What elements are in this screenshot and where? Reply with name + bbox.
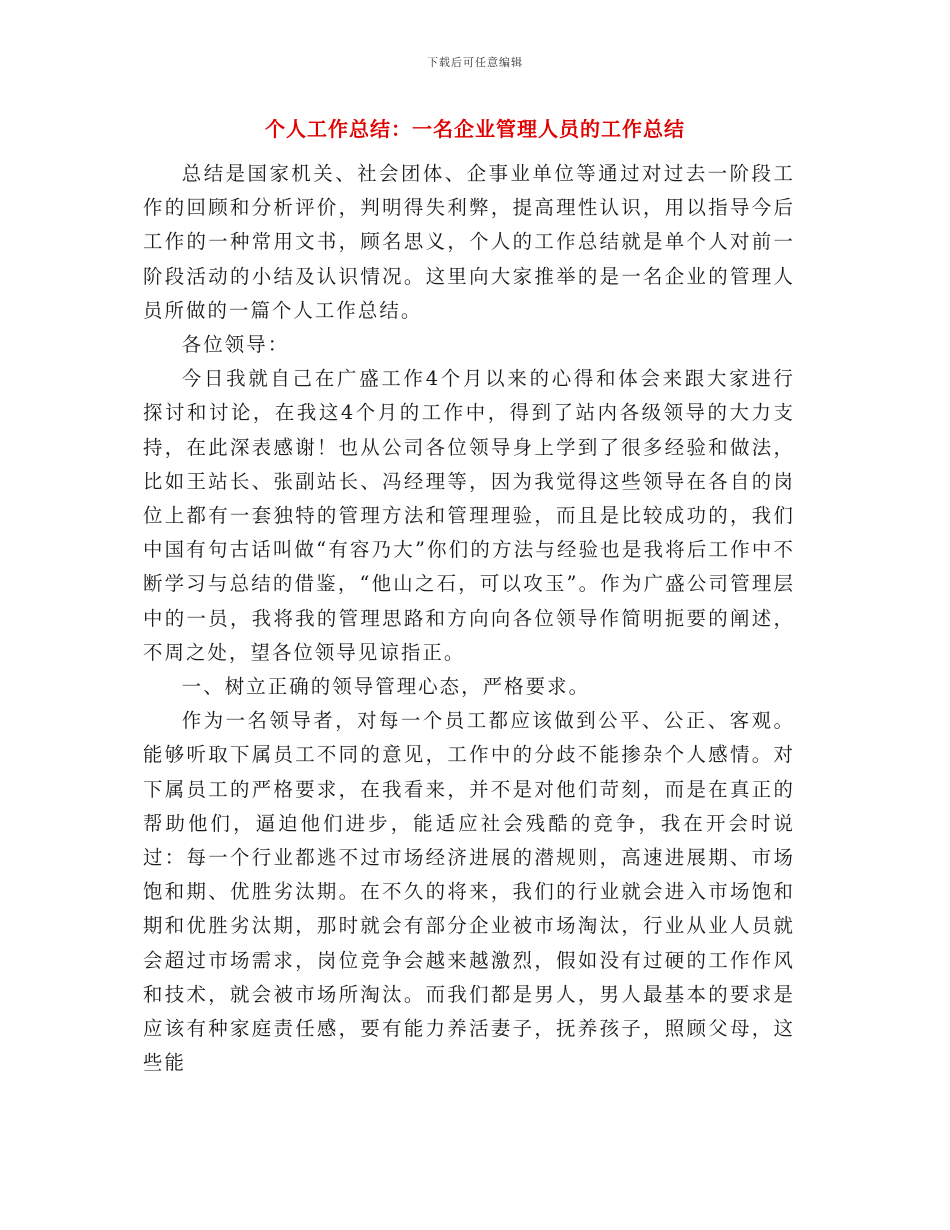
paragraph-experience: 今日我就自己在广盛工作4个月以来的心得和体会来跟大家进行探讨和讨论，在我这4个月的工作中，得到了站内各级领导的大力支持，在此深表感谢！也从公司各位领导身上学到了很多经验和做法，比如王站长、张副站长、冯经理等，因为我觉得这些领导在各自的岗位上都有一套独特的管理方法和管理理验，而且是比较成功的，我们中国有句古话叫做“有容乃大”你们的方法与经验也是我将后工作中不断学习与总结的借鉴，“他山之石，可以攻玉”。作为广盛公司管理层中的一员，我将我的管理思路和方向向各位领导作简明扼要的阐述，不周之处，望各位领导见谅指正。	[143, 367, 795, 664]
document-title: 个人工作总结：一名企业管理人员的工作总结	[265, 117, 685, 141]
header-note: 下载后可任意编辑	[427, 56, 523, 69]
paragraph-salutation: 各位领导：	[181, 333, 290, 357]
section-heading-1: 一、树立正确的领导管理心态，严格要求。	[181, 675, 591, 699]
paragraph-section-1: 作为一名领导者，对每一个员工都应该做到公平、公正、客观。能够听取下属员工不同的意见，工作中的分歧不能掺杂个人感情。对下属员工的严格要求，在我看来，并不是对他们苛刻，而是在真正的帮助他们，逼迫他们进步，能适应社会残酷的竞争，我在开会时说过：每一个行业都逃不过市场经济进展的潜规则，高速进展期、市场饱和期、优胜劣汰期。在不久的将来，我们的行业就会进入市场饱和期和优胜劣汰期，那时就会有部分企业被市场淘汰，行业从业人员就会超过市场需求，岗位竞争会越来越激烈，假如没有过硬的工作作风和技术，就会被市场所淘汰。而我们都是男人，男人最基本的要求是应该有种家庭责任感，要有能力养活妻子，抚养孩子，照顾父母，这些能	[143, 709, 795, 1075]
document-body	[143, 157, 795, 1080]
paragraph-intro: 总结是国家机关、社会团体、企事业单位等通过对过去一阶段工作的回顾和分析评价，判明得失利弊，提高理性认识，用以指导今后工作的一种常用文书，顾名思义，个人的工作总结就是单个人对前一阶段活动的小结及认识情况。这里向大家推举的是一名企业的管理人员所做的一篇个人工作总结。	[143, 162, 795, 322]
